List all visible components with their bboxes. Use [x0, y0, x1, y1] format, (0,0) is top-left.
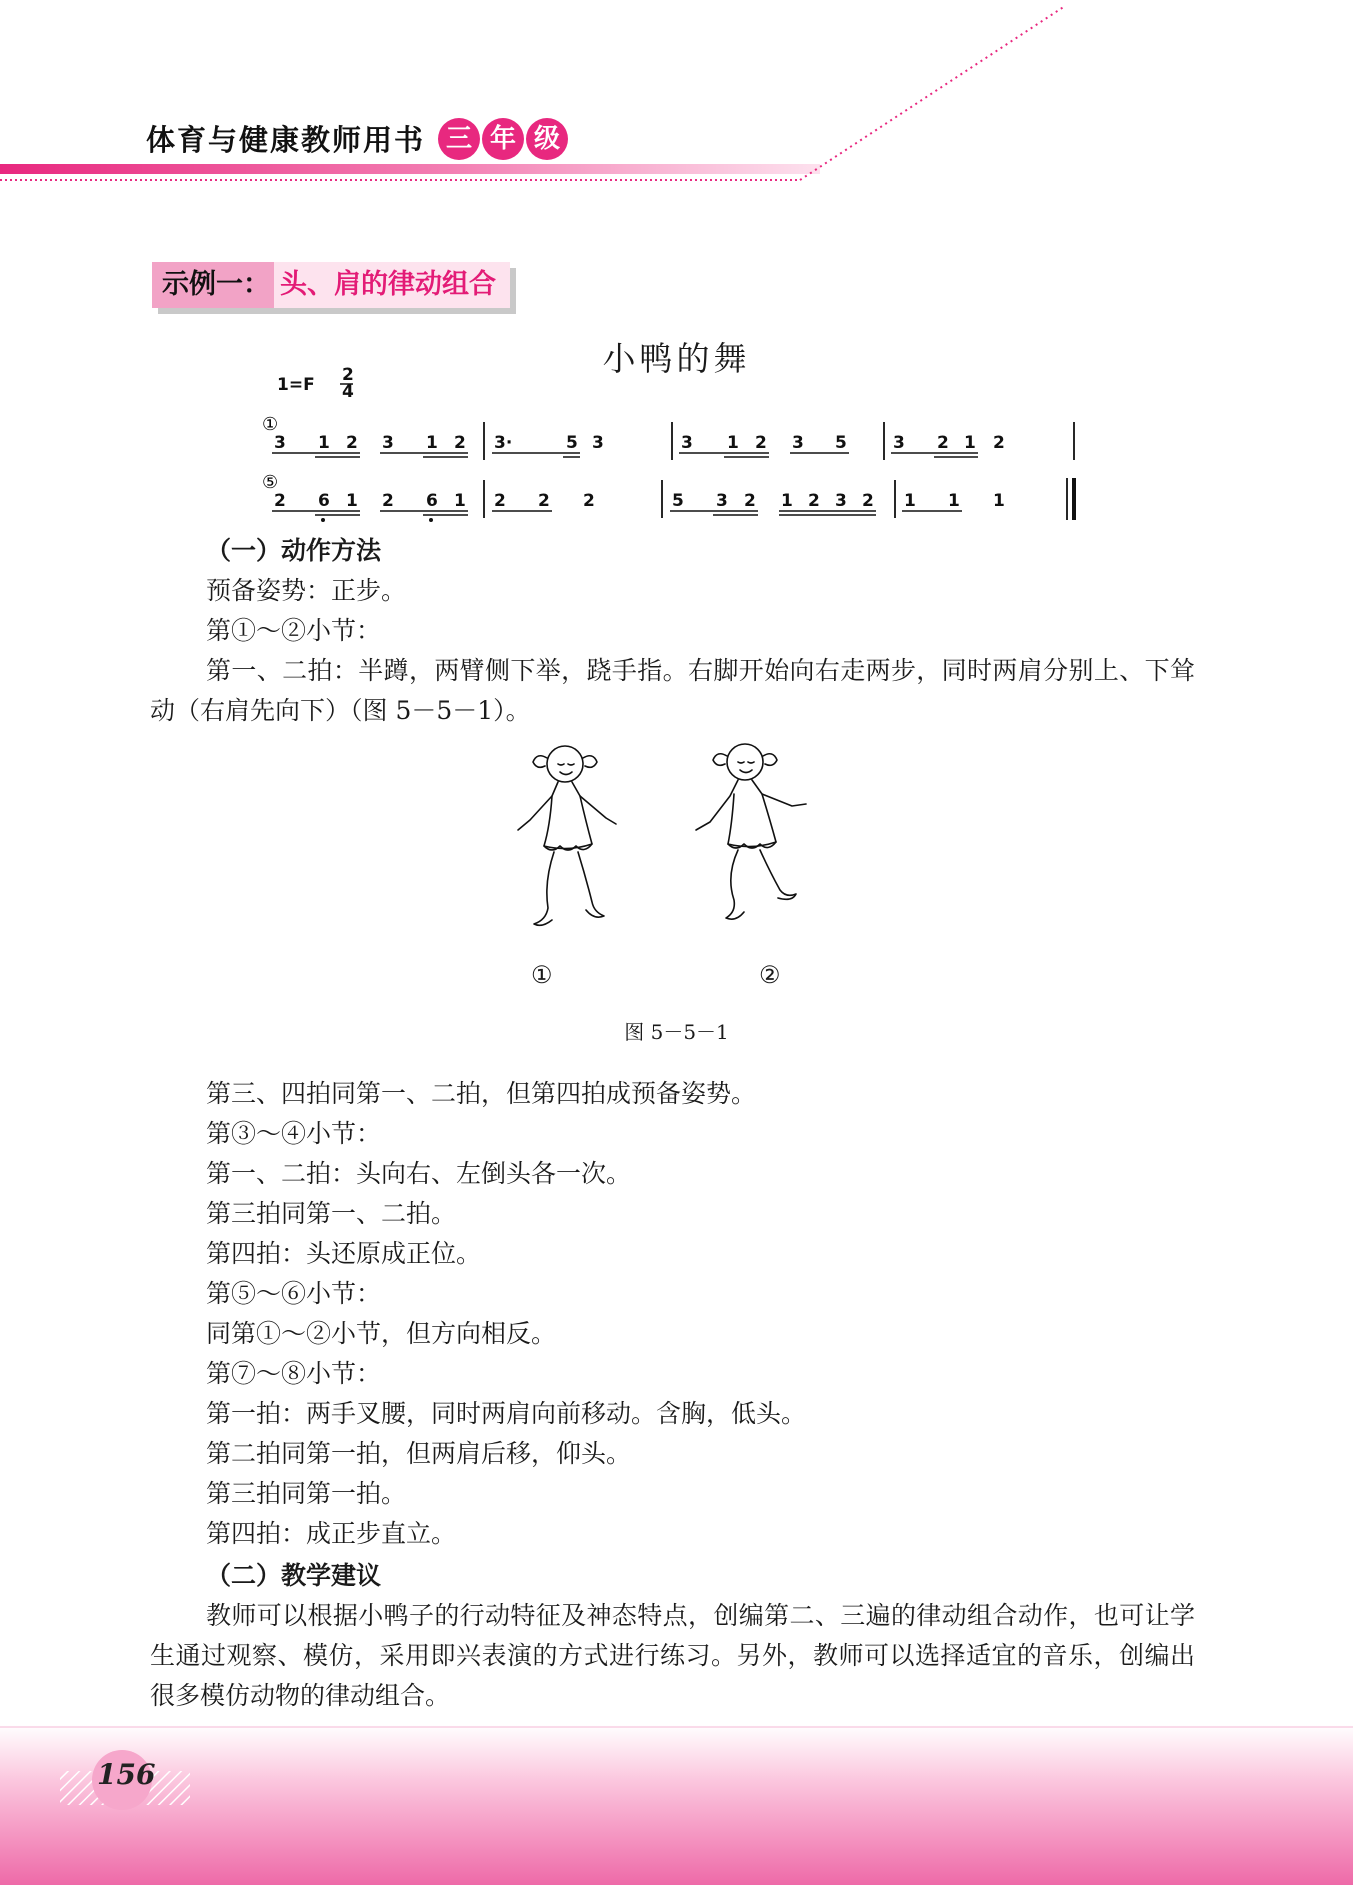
svg-text:2: 2 — [382, 491, 394, 511]
svg-text:3: 3 — [681, 433, 693, 453]
section-badge — [152, 262, 510, 308]
figure-label-2: ② — [759, 961, 781, 989]
svg-text:3: 3 — [835, 491, 847, 511]
svg-text:5: 5 — [672, 491, 684, 511]
svg-text:5: 5 — [566, 433, 578, 453]
svg-text:2: 2 — [538, 491, 550, 511]
time-signature-bottom: 4 — [342, 382, 354, 402]
svg-text:2: 2 — [744, 491, 756, 511]
footer-band — [0, 1725, 1353, 1885]
score-line-2-barlines — [484, 478, 1067, 520]
svg-text:1: 1 — [781, 491, 793, 511]
svg-text:6: 6 — [318, 491, 330, 511]
figure-caption: 图 5－5－1 — [624, 1020, 729, 1044]
svg-text:2: 2 — [274, 491, 286, 511]
teaching-suggestion-text: 教师可以根据小鸭子的行动特征及神态特点，创编第二、三遍的律动组合动作，也可让学生通过观察、模仿，采用即兴表演的方式进行练习。另外，教师可以选择适宜的音乐，创编出很多模仿动物的律动组合。 — [150, 1601, 1195, 1710]
dancer-2 — [696, 744, 806, 919]
score-key: 1=F — [277, 375, 315, 395]
svg-text:1: 1 — [346, 491, 358, 511]
section-label-prefix: 示例一： — [152, 262, 274, 308]
svg-text:2: 2 — [808, 491, 820, 511]
bars-1-2-heading: 第①～②小节： — [206, 616, 382, 645]
step-line: 第二拍同第一拍，但两肩后移，仰头。 — [206, 1439, 632, 1468]
svg-text:2: 2 — [937, 433, 949, 453]
svg-text:3: 3 — [716, 491, 728, 511]
svg-text:2: 2 — [993, 433, 1005, 453]
music-score — [0, 360, 1353, 530]
grade-char-3: 级 — [526, 118, 568, 160]
step-line: 第③～④小节： — [206, 1119, 382, 1148]
step-line: 第四拍：成正步直立。 — [206, 1519, 457, 1548]
svg-text:2: 2 — [583, 491, 595, 511]
header-decoration — [0, 0, 1353, 200]
grade-char-1: 三 — [438, 118, 480, 160]
svg-text:2: 2 — [346, 433, 358, 453]
time-signature-top: 2 — [342, 365, 354, 385]
step-line: 第三拍同第一、二拍。 — [206, 1199, 457, 1228]
svg-text:6: 6 — [426, 491, 438, 511]
svg-text:1: 1 — [727, 433, 739, 453]
svg-text:1: 1 — [318, 433, 330, 453]
svg-text:2: 2 — [454, 433, 466, 453]
step-line: 同第①～②小节，但方向相反。 — [206, 1319, 557, 1348]
dancer-1 — [518, 746, 616, 925]
step-line: 第一拍：两手叉腰，同时两肩向前移动。含胸，低头。 — [206, 1399, 807, 1428]
step-line: 第三、四拍同第一、二拍，但第四拍成预备姿势。 — [206, 1079, 757, 1108]
svg-text:3·: 3· — [494, 433, 513, 453]
score-line-1-marker: ① — [262, 414, 279, 435]
beats-1-2-text: 第一、二拍：半蹲，两臂侧下举，跷手指。右脚开始向右走两步，同时两肩分别上、下耸动（右肩先向下）（图 5－5－1）。 — [150, 656, 1195, 725]
score-line-2-beams — [272, 511, 962, 515]
svg-text:3: 3 — [382, 433, 394, 453]
dance-figure-1 — [480, 730, 870, 960]
svg-text:3: 3 — [792, 433, 804, 453]
svg-text:1: 1 — [454, 491, 466, 511]
svg-text:2: 2 — [755, 433, 767, 453]
step-line: 第四拍：头还原成正位。 — [206, 1239, 482, 1268]
svg-text:2: 2 — [862, 491, 874, 511]
svg-text:1: 1 — [993, 491, 1005, 511]
svg-text:1: 1 — [948, 491, 960, 511]
section1-heading: （一）动作方法 — [206, 536, 382, 565]
prep-posture: 预备姿势：正步。 — [206, 576, 407, 605]
score-line-2-low-dots — [321, 518, 433, 522]
svg-text:1: 1 — [904, 491, 916, 511]
step-line: 第⑦～⑧小节： — [206, 1359, 382, 1388]
svg-text:1: 1 — [964, 433, 976, 453]
svg-text:3: 3 — [893, 433, 905, 453]
step-line: 第⑤～⑥小节： — [206, 1279, 382, 1308]
grade-char-2: 年 — [482, 118, 524, 160]
song-title: 小鸭的舞 — [602, 339, 751, 378]
final-barline — [1072, 478, 1076, 520]
book-title: 体育与健康教师用书 — [146, 123, 426, 157]
section2-heading: （二）教学建议 — [206, 1561, 382, 1590]
score-line-1-beams — [272, 453, 978, 457]
step-line: 第三拍同第一拍。 — [206, 1479, 407, 1508]
header-bar — [0, 164, 820, 174]
step-line: 第一、二拍：头向右、左倒头各一次。 — [206, 1159, 632, 1188]
svg-text:2: 2 — [494, 491, 506, 511]
svg-text:3: 3 — [274, 433, 286, 453]
svg-text:1: 1 — [426, 433, 438, 453]
svg-text:5: 5 — [835, 433, 847, 453]
figure-label-1: ① — [531, 961, 553, 989]
svg-text:3: 3 — [592, 433, 604, 453]
section-label-title: 头、肩的律动组合 — [274, 262, 510, 308]
score-line-1 — [274, 433, 1005, 453]
score-line-2-marker: ⑤ — [262, 472, 279, 493]
page-number: 156 — [97, 1758, 156, 1791]
